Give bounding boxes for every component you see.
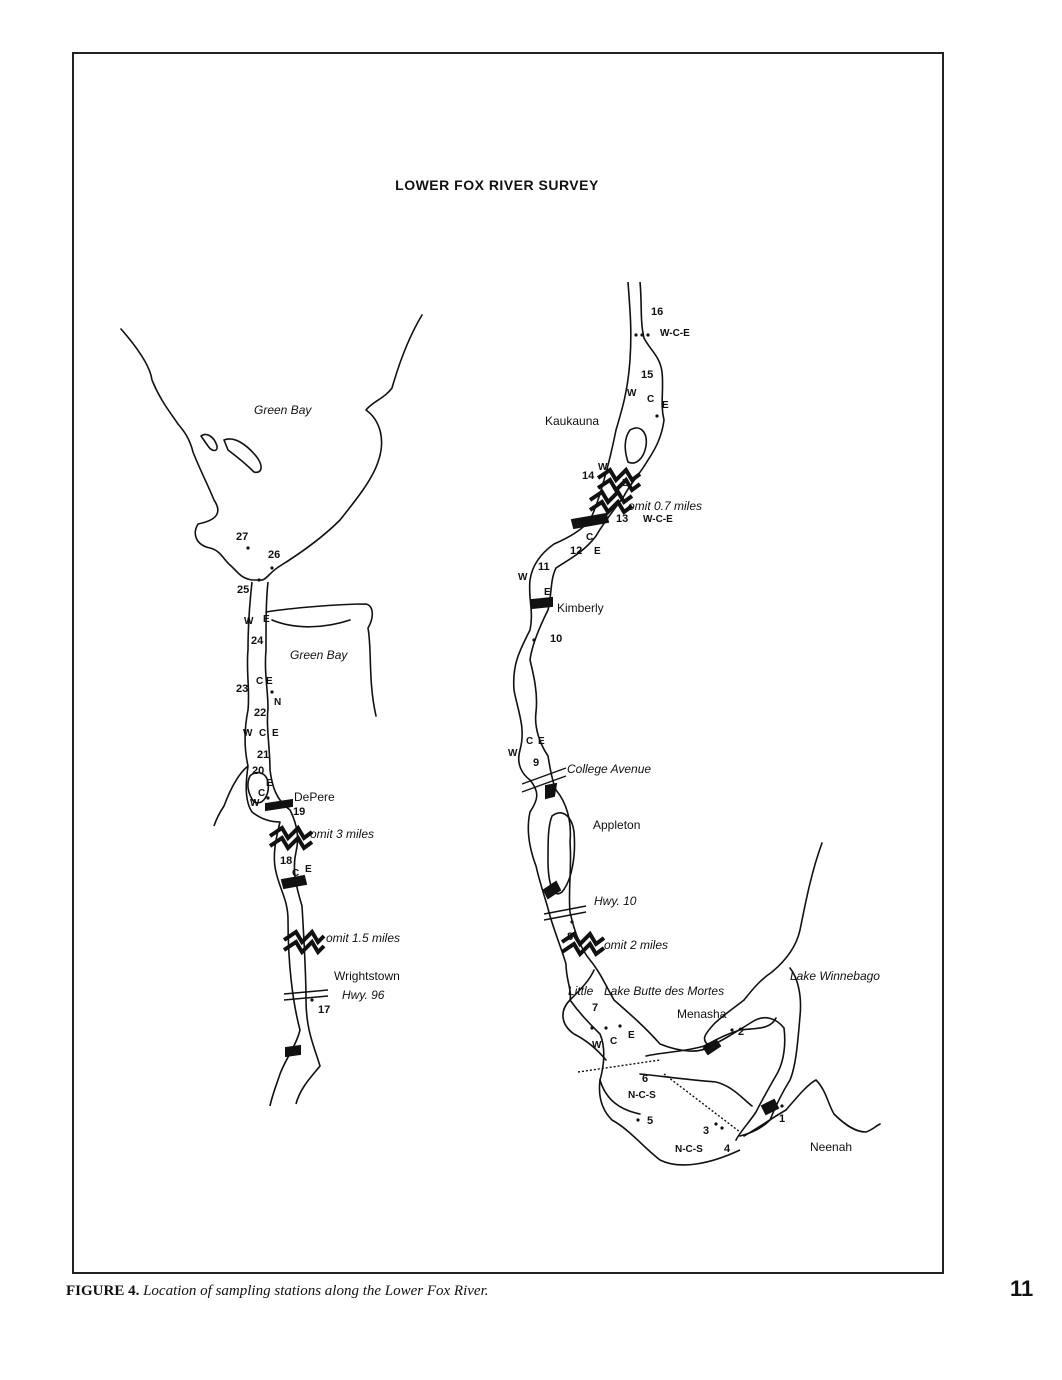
station-20: 20 [252,765,265,777]
label-kimberly: Kimberly [557,601,604,615]
station-27: 27 [236,531,249,543]
left-river-break-omit-3b [270,838,312,848]
station-16-sites: W-C-E [660,328,690,339]
station-2: 2 [738,1026,745,1038]
station-27-dot [246,546,249,549]
station-3-dot-2 [720,1126,723,1129]
station-2-dot [730,1028,733,1031]
station-21-site-c: C [259,728,267,739]
station-14-site-e: E [622,478,629,489]
station-20-site-c: C [258,788,266,799]
station-25-dot [257,578,260,581]
station-15-site-e: E [662,400,669,411]
station-12: 12 [570,545,583,557]
station-24: 24 [251,635,264,647]
station-7: 7 [592,1002,599,1014]
station-13-sites: W-C-E [643,514,673,525]
station-9-site-c: C [526,736,534,747]
station-15-site-w: W [627,388,637,399]
station-12-site-c: C [586,532,594,543]
map-title: LOWER FOX RIVER SURVEY [395,177,599,193]
station-7-site-c: C [610,1036,618,1047]
station-8: 8 [567,931,574,943]
station-4-sites: N-C-S [675,1144,703,1155]
label-college-avenue: College Avenue [567,762,652,776]
station-5-dot [636,1118,639,1121]
right-river-break-omit-0-7b [590,502,632,512]
station-15-dot [655,414,658,417]
station-14: 14 [582,470,595,482]
station-23: 23 [236,683,249,695]
station-16: 16 [651,306,664,318]
station-17: 17 [318,1004,331,1016]
label-omit-0-7-miles: omit 0.7 miles [628,499,703,513]
right-river-dam-appleton-lower [544,882,560,898]
station-24-site-e: E [263,614,270,625]
green-bay-island-2 [224,439,261,472]
station-6: 6 [642,1073,649,1085]
green-bay-east-shore [262,315,422,580]
station-20-site-e: E [266,778,273,789]
label-green-bay-city: Green Bay [290,648,348,662]
station-26: 26 [268,549,281,561]
station-7-site-e: E [628,1030,635,1041]
station-18-site-e: E [305,864,312,875]
station-5: 5 [647,1115,654,1127]
figure-caption [66,1283,489,1300]
right-map [508,282,880,1165]
station-7-dot-w [590,1026,593,1029]
station-18-site-c: C [292,868,300,879]
station-15: 15 [641,369,654,381]
station-11: 11 [538,561,550,573]
station-7-dot-e [618,1024,621,1027]
label-menasha: Menasha [677,1007,727,1021]
station-11-site-w: W [518,572,528,583]
label-little: Little [568,984,594,998]
station-3-dot-1 [714,1122,717,1125]
station-3: 3 [703,1125,710,1137]
station-11-site-e: E [544,587,551,598]
station-23-site-e: E [266,676,273,687]
label-lake-winnebago: Lake Winnebago [790,969,880,983]
station-9-site-w: W [508,748,518,759]
station-13: 13 [616,513,629,525]
label-green-bay-water: Green Bay [254,403,312,417]
station-16-dot-1 [634,333,637,336]
label-hwy10: Hwy. 10 [594,894,637,908]
station-24-site-w: W [244,616,254,627]
station-10: 10 [550,633,563,645]
station-1: 1 [779,1113,786,1125]
right-river-dam-appleton [546,784,556,798]
label-omit-1-5-miles: omit 1.5 miles [326,931,401,945]
station-21: 21 [257,749,270,761]
station-18: 18 [280,855,293,867]
right-river-dam-neenah [762,1100,778,1114]
station-23-site-c: C [256,676,264,687]
station-12-site-e: E [594,546,601,557]
label-omit-2-miles: omit 2 miles [604,938,669,952]
station-19: 19 [293,806,306,818]
label-depere: DePere [294,790,335,804]
station-16-dot-3 [646,333,649,336]
station-21-site-w: W [243,728,253,739]
station-17-dot [310,998,313,1001]
right-river-break-omit-2b [562,944,604,954]
label-kaukauna: Kaukauna [545,414,600,428]
east-river-south-bank [272,620,350,627]
station-22: 22 [254,707,267,719]
station-23-site-n: N [274,697,282,708]
label-appleton: Appleton [593,818,641,832]
station-1-dot [780,1104,783,1107]
station-4: 4 [724,1143,731,1155]
kaukauna-island [625,428,646,463]
station-26-dot [270,566,273,569]
right-river-dam-kimberly [532,598,552,608]
college-avenue-line-1 [522,768,566,784]
left-river-dam-lower [286,1046,300,1056]
station-23-dot [270,690,273,693]
station-15-site-c: C [647,394,655,405]
station-14-site-w: W [598,462,608,473]
station-20-site-w: W [250,798,260,809]
label-omit-3-miles: omit 3 miles [310,827,375,841]
station-20-dot [266,796,269,799]
label-neenah: Neenah [810,1140,853,1154]
station-16-dot-2 [640,333,643,336]
left-map [121,315,422,1106]
station-25: 25 [237,584,250,596]
station-7-dot-c [604,1026,607,1029]
station-21-site-e: E [272,728,279,739]
green-bay-island-1 [201,434,217,450]
station-7-site-w: W [592,1040,602,1051]
station-8-dot [570,920,573,923]
caption-label: FIGURE 4. [66,1283,140,1299]
station-9-site-e: E [538,736,545,747]
caption-text: Location of sampling stations along the Lower Fox River. [143,1283,489,1299]
label-lake-butte-des-mortes: Lake Butte des Mortes [604,984,725,998]
station-6-sites: N-C-S [628,1090,656,1101]
station-9: 9 [533,757,540,769]
label-hwy96: Hwy. 96 [342,988,385,1002]
label-wrightstown: Wrightstown [334,969,400,983]
page-number: 11 [1010,1276,1034,1301]
station-10-dot [532,638,535,641]
